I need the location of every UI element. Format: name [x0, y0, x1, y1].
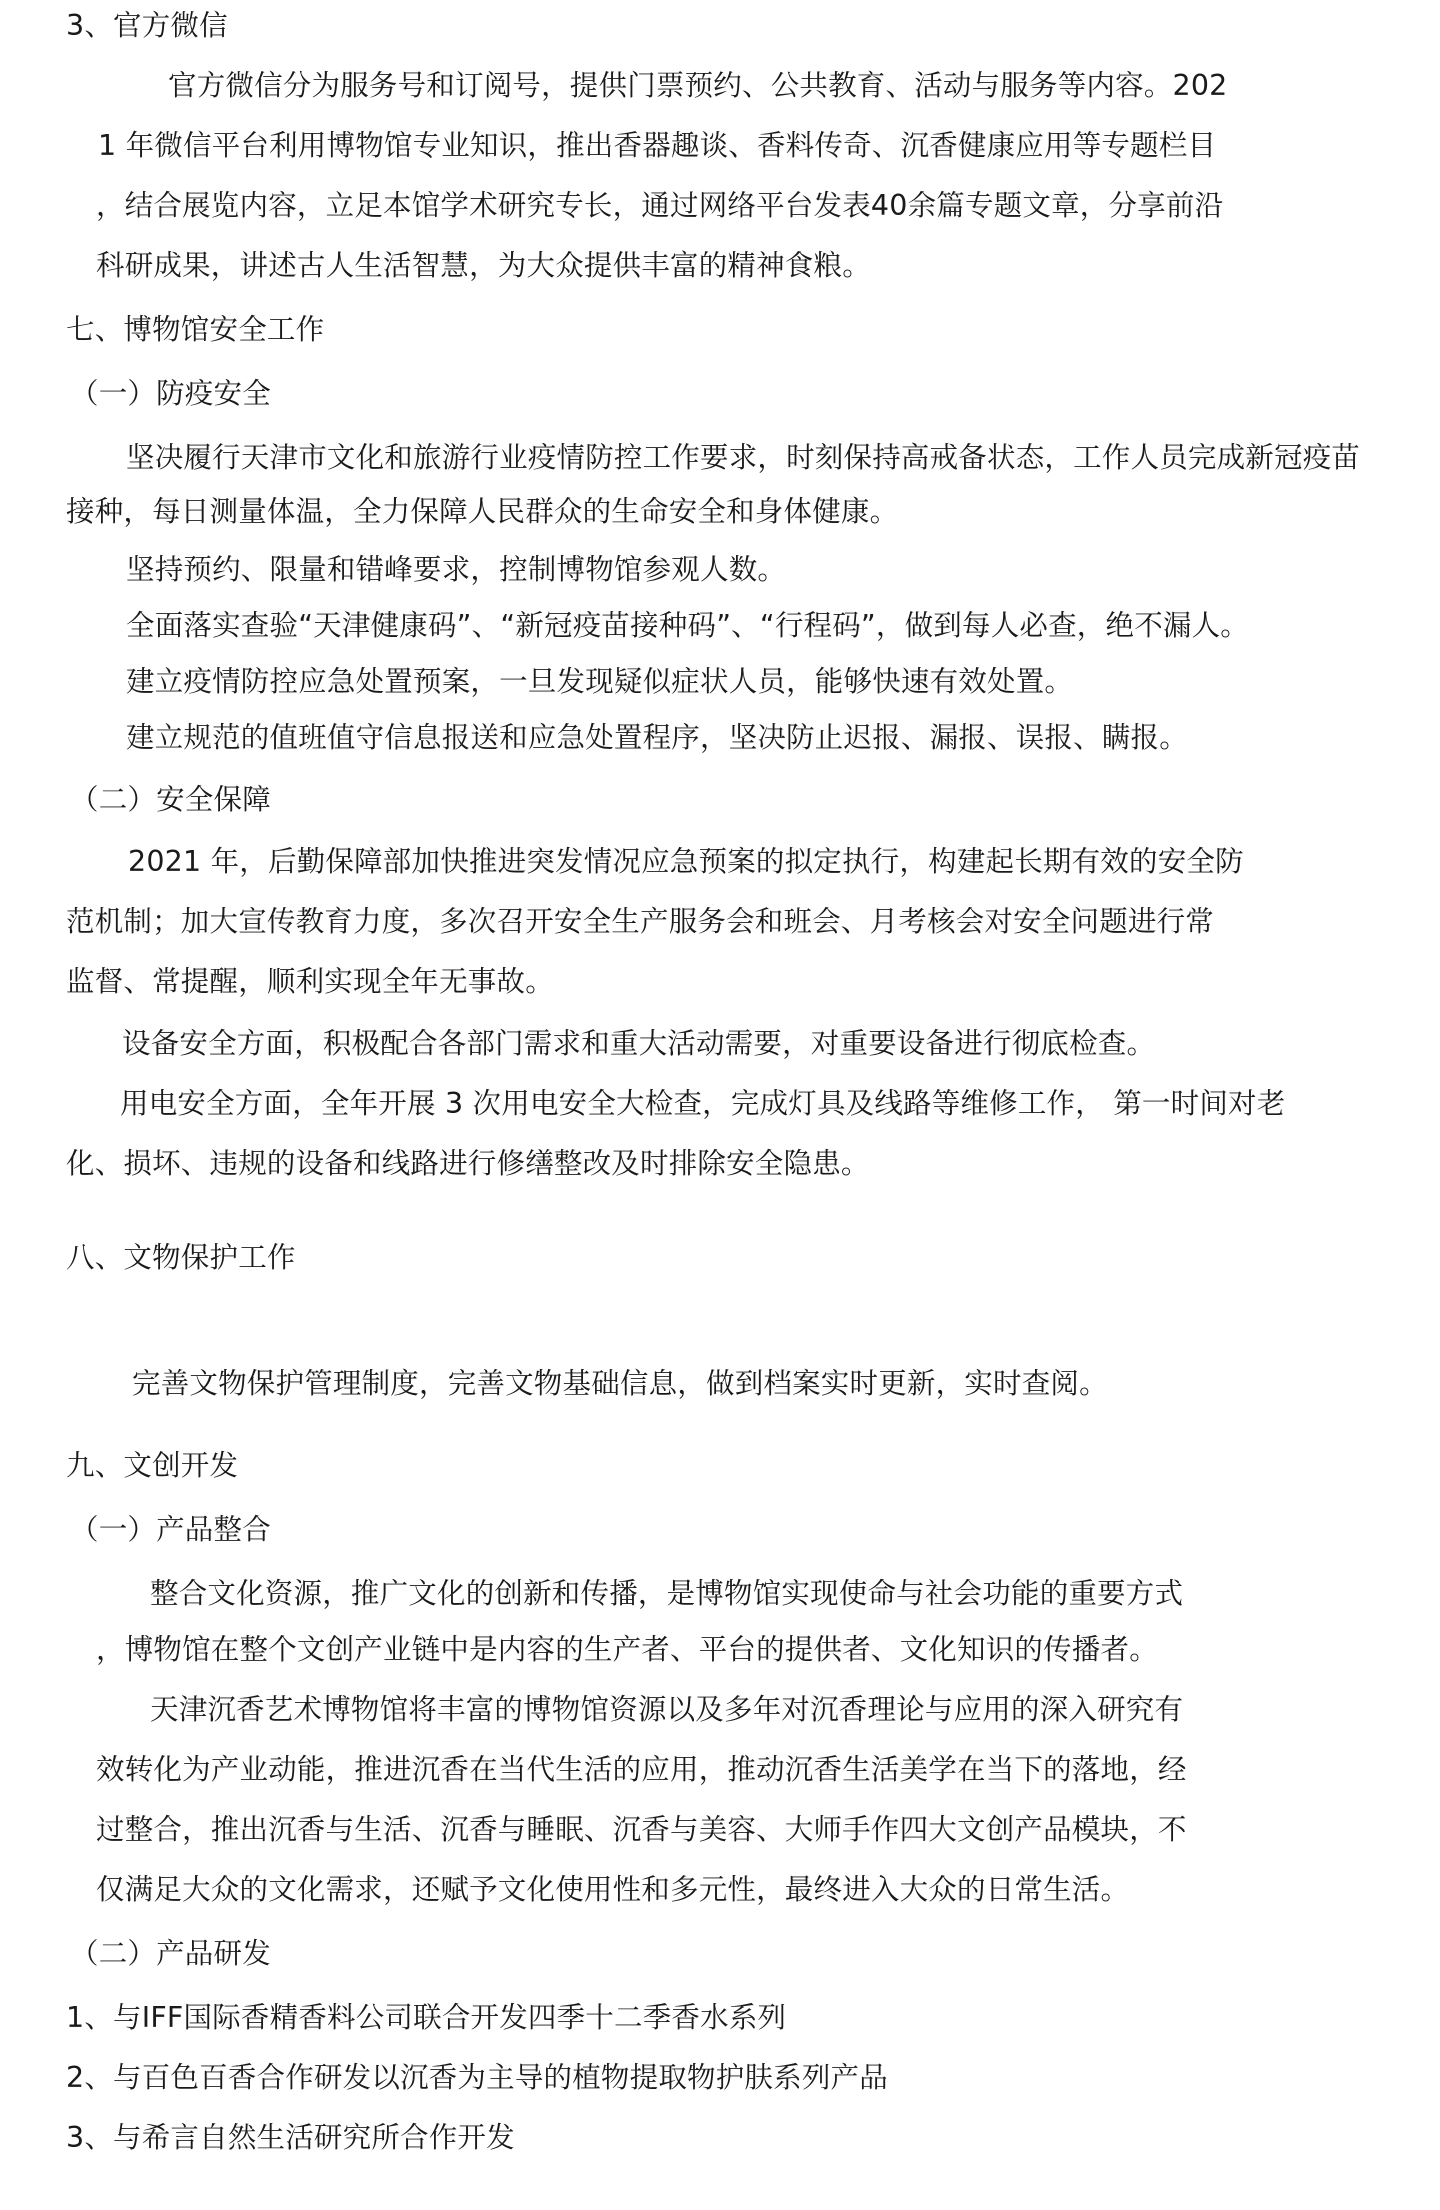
- list-item: 1、与IFF国际香精香料公司联合开发四季十二季香水系列: [66, 2001, 787, 2034]
- subsection-heading-rnd: （二）产品研发: [70, 1937, 271, 1970]
- paragraph-line: 仅满足大众的文化需求，还赋予文化使用性和多元性，最终进入大众的日常生活。: [96, 1873, 1130, 1906]
- section-heading-safety: 七、博物馆安全工作: [66, 313, 325, 346]
- subsection-heading-security: （二）安全保障: [70, 783, 271, 816]
- subsection-heading-integration: （一）产品整合: [70, 1513, 271, 1546]
- paragraph-line: 监督、常提醒，顺利实现全年无事故。: [66, 965, 554, 998]
- paragraph-line: ，博物馆在整个文创产业链中是内容的生产者、平台的提供者、文化知识的传播者。: [96, 1633, 1158, 1666]
- list-item: 建立规范的值班值守信息报送和应急处置程序，坚决防止迟报、漏报、误报、瞒报。: [126, 721, 1188, 754]
- paragraph-line: 2021 年，后勤保障部加快推进突发情况应急预案的拟定执行，构建起长期有效的安全防: [128, 845, 1244, 878]
- paragraph-line: 整合文化资源，推广文化的创新和传播，是博物馆实现使命与社会功能的重要方式: [150, 1577, 1184, 1610]
- paragraph-line: 科研成果，讲述古人生活智慧，为大众提供丰富的精神食粮。: [96, 249, 871, 282]
- list-item: 2、与百色百香合作研发以沉香为主导的植物提取物护肤系列产品: [66, 2061, 888, 2094]
- section-heading-wechat: 3、官方微信: [66, 9, 228, 42]
- paragraph-line: 范机制；加大宣传教育力度，多次召开安全生产服务会和班会、月考核会对安全问题进行常: [66, 905, 1215, 938]
- paragraph-line: 天津沉香艺术博物馆将丰富的博物馆资源以及多年对沉香理论与应用的深入研究有: [150, 1693, 1184, 1726]
- list-item: 全面落实查验“天津健康码”、“新冠疫苗接种码”、“行程码”，做到每人必查，绝不漏人。: [126, 609, 1249, 642]
- paragraph-line: 坚决履行天津市文化和旅游行业疫情防控工作要求，时刻保持高戒备状态，工作人员完成新冠疫苗: [126, 441, 1361, 474]
- paragraph-line: ，结合展览内容，立足本馆学术研究专长，通过网络平台发表40余篇专题文章，分享前沿: [96, 189, 1224, 222]
- paragraph-line: 过整合，推出沉香与生活、沉香与睡眠、沉香与美容、大师手作四大文创产品模块，不: [96, 1813, 1187, 1846]
- paragraph-line: 效转化为产业动能，推进沉香在当代生活的应用，推动沉香生活美学在当下的落地，经: [96, 1753, 1187, 1786]
- section-heading-creative: 九、文创开发: [66, 1449, 239, 1482]
- paragraph-line: 化、损坏、违规的设备和线路进行修缮整改及时排除安全隐患。: [66, 1147, 870, 1180]
- paragraph-line: 设备安全方面，积极配合各部门需求和重大活动需要，对重要设备进行彻底检查。: [122, 1027, 1156, 1060]
- list-item: 3、与希言自然生活研究所合作开发: [66, 2121, 515, 2154]
- paragraph-line: 1 年微信平台利用博物馆专业知识，推出香器趣谈、香料传奇、沉香健康应用等专题栏目: [98, 129, 1217, 162]
- paragraph-line: 完善文物保护管理制度，完善文物基础信息，做到档案实时更新，实时查阅。: [132, 1367, 1108, 1400]
- section-heading-relics: 八、文物保护工作: [66, 1241, 296, 1274]
- list-item: 建立疫情防控应急处置预案，一旦发现疑似症状人员，能够快速有效处置。: [126, 665, 1074, 698]
- list-item: 坚持预约、限量和错峰要求，控制博物馆参观人数。: [126, 553, 787, 586]
- paragraph-line: 接种，每日测量体温，全力保障人民群众的生命安全和身体健康。: [66, 495, 899, 528]
- paragraph-line: 官方微信分为服务号和订阅号，提供门票预约、公共教育、活动与服务等内容。202: [168, 69, 1228, 102]
- subsection-heading-epidemic: （一）防疫安全: [70, 377, 271, 410]
- paragraph-line: 用电安全方面，全年开展 3 次用电安全大检查，完成灯具及线路等维修工作， 第一时间对老: [120, 1087, 1286, 1120]
